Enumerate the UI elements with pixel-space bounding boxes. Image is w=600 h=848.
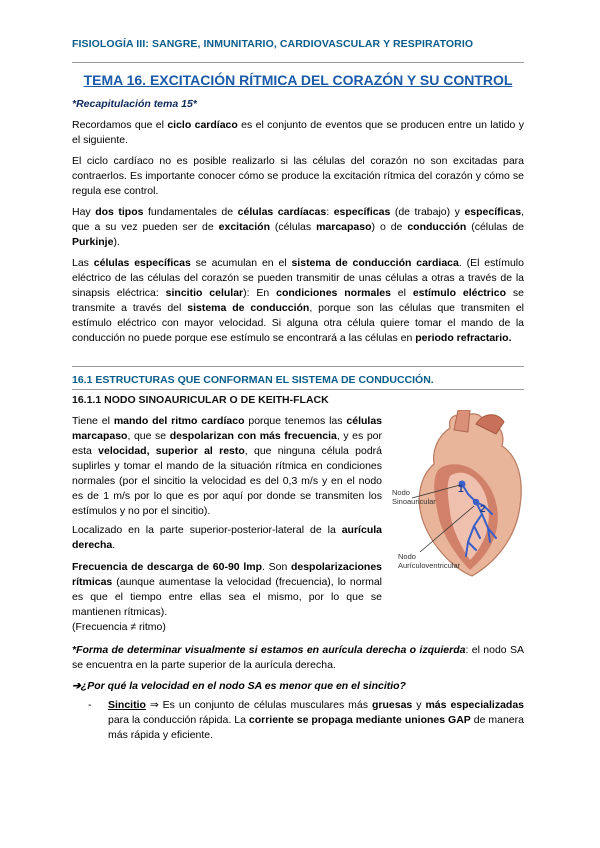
paragraph-mando-ritmo [72, 414, 382, 519]
paragraph-frecuencia [72, 560, 382, 635]
text: (células [270, 221, 317, 233]
frecuencia-ritmo-note: (Frecuencia ≠ ritmo) [72, 621, 166, 633]
text: . [112, 539, 116, 551]
text: y [412, 699, 426, 711]
arrow-symbol: ⇒ [145, 699, 163, 711]
text: para la conducción rápida. La [108, 714, 249, 726]
bold-term: estímulo eléctrico [412, 287, 507, 299]
text: . Son [262, 561, 291, 573]
text: ). [113, 236, 120, 248]
text: , porque son las células que transmiten el estímulo eléctrico con mayor velocidad. Si alguna otra célula quiere tomar el mando de la conducción no puede porque ese estímulo se encontrará a las células en [72, 302, 524, 344]
question-line: ➔¿Por qué la velocidad en el nodo SA es menor que en el sincitio? [72, 680, 406, 692]
label-nodo-sinoauricular: Nodo Sinoauricular [392, 488, 436, 506]
section-divider-bottom [72, 389, 524, 390]
text: (aunque aumentase la velocidad (frecuencia), lo normal es que el tiempo entre ellas sea el mismo, por lo que se mantienen rítmicas). [72, 576, 382, 618]
bold-term: células cardíacas [237, 206, 327, 218]
bold-term: condiciones normales [276, 287, 391, 299]
bold-term: Frecuencia de descarga de 60-90 lmp [72, 561, 262, 573]
paragraph-localizacion [72, 523, 382, 553]
label-nodo-auriculoventricular: Nodo Aurículoventricular [398, 552, 461, 570]
bold-term: Purkinje [72, 236, 114, 248]
fig-num-1: 1 [458, 484, 464, 495]
bold-term: ciclo cardíaco [167, 119, 238, 131]
text: Hay [72, 206, 96, 218]
text: ) o de [371, 221, 408, 233]
bold-term: sistema de conducción [187, 302, 310, 314]
text: , que ninguna célula podrá suplirles y tomar el mando de la situación rítmica en condiciones normales (por el sincitio la velocidad es del 0,3 m/s y en el nodo es de 1 m/s por lo que es por aquí por donde se transmiten los estímulos y no por el sincitio). [72, 445, 383, 517]
bold-term: corriente se propaga mediante uniones GAP [248, 714, 471, 726]
bold-term: mando del ritmo cardíaco [113, 415, 245, 427]
paragraph-forma-determinar [72, 643, 524, 673]
text: , que a su vez pueden ser de [72, 206, 524, 233]
paragraph-excitacion: El ciclo cardíaco no es posible realizarlo si las células del corazón no son excitadas para contraerlos. Es importante conocer cómo se produce la excitación rítmica del corazón y cómo se regula ese control. [72, 155, 524, 197]
text: Las [72, 257, 94, 269]
text: Es un conjunto de células musculares más [162, 699, 372, 711]
bold-term: excitación [218, 221, 270, 233]
text: Localizado en la parte superior-posterior-lateral de la [72, 524, 342, 536]
bold-term: despolarizaciones rítmicas [72, 561, 383, 588]
paragraph-sistema-conduccion [72, 256, 524, 346]
header-divider [72, 62, 524, 63]
bold-term: periodo refractario. [415, 332, 512, 344]
text: Tiene el [72, 415, 114, 427]
text: (células de [466, 221, 524, 233]
bold-term: marcapaso [316, 221, 372, 233]
text: (de trabajo) y [390, 206, 465, 218]
section-divider-top [72, 366, 524, 367]
text: porque tenemos las [244, 415, 347, 427]
bold-term: células marcapaso [72, 415, 382, 442]
bold-term: sistema de conducción cardiaca [291, 257, 459, 269]
fig-num-2: 2 [480, 504, 486, 515]
bold-term: específicas [333, 206, 391, 218]
page-title: TEMA 16. EXCITACIÓN RÍTMICA DEL CORAZÓN Y SU CONTROL [83, 72, 513, 88]
text: el [390, 287, 413, 299]
text: . (El estímulo eléctrico de las células del corazón se pueden transmitir de unas células a otras a través de la sinapsis eléctrica: [72, 257, 524, 299]
text: : el nodo SA se encuentra en la parte superior de la aurícula derecha. [72, 644, 524, 671]
text: Recordamos que el [72, 119, 168, 131]
subsection-heading: 16.1.1 NODO SINOAURICULAR O DE KEITH-FLACK [72, 394, 329, 406]
underlined-term: Sincitio [108, 699, 146, 711]
text: , y es por esta [72, 430, 383, 457]
text: de manera más rápida y eficiente. [108, 714, 524, 741]
paragraph-ciclo [72, 118, 524, 148]
bullet-body [108, 698, 524, 743]
bullet-sincitio [88, 698, 524, 743]
page-header: FISIOLOGÍA III: SANGRE, INMUNITARIO, CARDIOVASCULAR Y RESPIRATORIO [72, 38, 474, 50]
text: : [326, 206, 334, 218]
text: , que se [127, 430, 170, 442]
bullet-dash: - [88, 699, 92, 711]
bold-term: células específicas [93, 257, 191, 269]
bold-term: velocidad, superior al resto [98, 445, 245, 457]
bold-term: despolarizan con más frecuencia [169, 430, 337, 442]
bold-italic-term: *Forma de determinar visualmente si estamos en aurícula derecha o izquierda [72, 644, 466, 656]
bold-term: dos tipos [95, 206, 144, 218]
bold-term: sincitio celular [165, 287, 244, 299]
bold-term: más especializadas [425, 699, 525, 711]
text: es el conjunto de eventos que se producen entre un latido y el siguiente. [72, 119, 524, 146]
text: ): En [243, 287, 277, 299]
bold-term: gruesas [371, 699, 413, 711]
bold-term: específicas [464, 206, 522, 218]
bold-term: conducción [407, 221, 467, 233]
paragraph-tipos [72, 205, 524, 250]
text: se transmite a través del [72, 287, 525, 314]
text: fundamentales de [143, 206, 238, 218]
text: se acumulan en el [190, 257, 292, 269]
bold-term: aurícula derecha [72, 524, 382, 551]
section-heading: 16.1 ESTRUCTURAS QUE CONFORMAN EL SISTEMA DE CONDUCCIÓN. [72, 374, 434, 386]
recap-note: *Recapitulación tema 15* [72, 98, 197, 110]
